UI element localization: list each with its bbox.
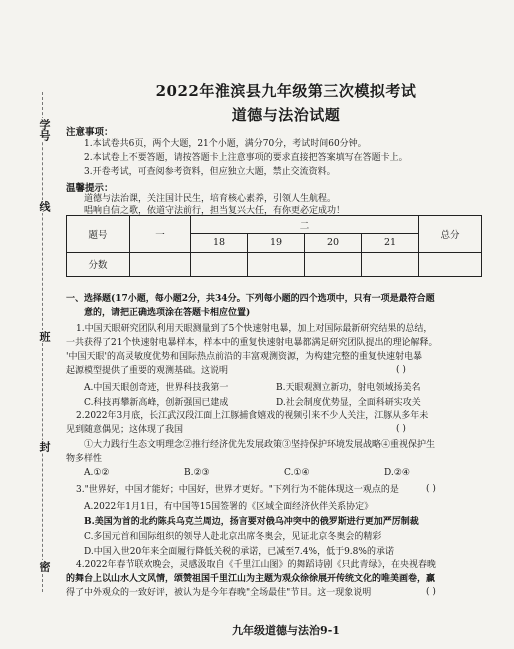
score-table-section-two: 二 [191, 216, 419, 234]
binding-label-class: 班 [32, 330, 52, 343]
score-table-score-label: 分数 [67, 252, 130, 276]
section-one-heading-cont: 意的，请把正确选项涂在答题卡相应位置) [84, 308, 251, 318]
score-cell[interactable] [130, 252, 191, 276]
question-1-option-c[interactable]: C.科技再攀新高峰，创新强国已建成 [84, 398, 229, 408]
question-1-option-d[interactable]: D.社会制度优势显，全面科研实攻关 [276, 398, 421, 408]
score-cell[interactable] [419, 252, 482, 276]
question-1-text: 起源模型提供了重要的观测基础。这说明 [66, 366, 229, 376]
question-1-text: '中国天眼'的高灵敏度优势和国际热点前沿的丰富观测资源，为构建完整的重复快速射电暴 [66, 352, 422, 362]
question-1-answer-paren: ( ) [396, 365, 406, 375]
question-3-option-a[interactable]: A.2022年1月1日，有中国等15国签署的《区域全面经济伙伴关系协定》 [84, 502, 374, 512]
score-table-subcol: 20 [305, 234, 362, 252]
question-1-option-b[interactable]: B.天眼观测立新功，射电领域扬美名 [276, 383, 421, 393]
score-table-total-label: 总分 [419, 216, 482, 253]
binding-label-line: 线 [32, 200, 52, 213]
question-4-text: 的舞台上以山水人文风情，颂赞祖国千里江山为主题为观众徐徐展开传统文化的唯美画卷，赢 [66, 574, 436, 584]
question-3-text: 3."世界好，中国才能好；中国好，世界才更好。"下列行为不能体现这一观点的是 [76, 485, 399, 495]
question-2-text: 见到随意偶见；这体现了我国 [66, 425, 184, 435]
score-table-subcol: 19 [248, 234, 305, 252]
exam-subject-title: 道德与法治试题 [231, 106, 341, 124]
question-3-answer-paren: ( ) [426, 484, 436, 494]
question-3-option-c[interactable]: C.多国元首和国际组织的领导人赴北京出席冬奥会，见证北京冬奥会的精彩 [84, 532, 382, 542]
score-cell[interactable] [362, 252, 419, 276]
question-2-option-c[interactable]: C.①④ [284, 468, 310, 478]
question-4-text: 得了中外观众的一致好评，被认为是今年春晚"全场最佳"节目。这一现象说明 [66, 588, 372, 598]
question-3-option-d[interactable]: D.中国入世20年来全面履行降低关税的承诺，已减至7.4%，低于9.8%的承诺 [84, 547, 394, 557]
exam-title: 2022年淮滨县九年级第三次模拟考试 [155, 82, 417, 100]
notice-item: 1.本试卷共6页，两个大题，21个小题，满分70分，考试时间60分钟。 [84, 139, 367, 149]
score-cell[interactable] [248, 252, 305, 276]
score-table-section-one: 一 [130, 216, 191, 253]
score-table-question-label: 题号 [67, 216, 130, 253]
notice-item: 3.开卷考试，可查阅参考资料，但应独立大题，禁止交流资料。 [84, 167, 336, 177]
question-4-answer-paren: ( ) [426, 587, 436, 597]
question-2-text: 2.2022年3月底，长江武汉段江面上江豚捕食嬉戏的视频引来不少人关注，江豚从多年未 [76, 411, 429, 421]
question-1-text: 一共获得了21个快速射电暴样本，样本中的重复快速射电暴都满足研究团队提出的理论解释。 [66, 338, 438, 348]
score-table-subcol: 21 [362, 234, 419, 252]
notice-heading: 注意事项： [66, 127, 114, 138]
page-footer: 九年级道德与法治9-1 [232, 624, 340, 637]
tips-heading: 温馨提示： [66, 183, 114, 194]
question-2-option-a[interactable]: A.①② [84, 468, 110, 478]
question-2-items: 物多样性 [66, 454, 103, 464]
score-table-subcol: 18 [191, 234, 248, 252]
tips-item: 道德与法治课，关注国计民生，培育核心素养，引领人生航程。 [84, 194, 337, 204]
question-2-answer-paren: ( ) [396, 424, 406, 434]
section-one-heading: 一、选择题(17小题，每小题2分，共34分。下列每小题的四个选项中，只有一项是最符合题 [66, 294, 435, 304]
question-1-text: 1.中国天眼研究团队利用天眼测量到了5个快速射电暴，加上对国际最新研究结果的总结， [76, 324, 433, 334]
binding-label-student-id: 学号 [32, 118, 52, 142]
score-cell[interactable] [305, 252, 362, 276]
notice-item: 2.本试卷上不要答题，请按答题卡上注意事项的要求直接把答案填写在答题卡上。 [84, 153, 408, 163]
question-2-option-d[interactable]: D.②④ [384, 468, 410, 478]
question-2-items: ①大力践行生态文明理念②推行经济优先发展政策③坚持保护环境发展战略④重视保护生 [84, 440, 436, 450]
question-2-option-b[interactable]: B.②③ [184, 468, 210, 478]
score-table [66, 215, 482, 277]
question-4-text: 4.2022年春节联欢晚会，灵感汲取自《千里江山图》的舞蹈诗剧《只此青绿》，在央视春晚 [76, 560, 436, 570]
tips-item: 唱响自信之歌，依道守法前行，担当复兴大任，有你更必定成功！ [84, 206, 346, 216]
binding-label-secret: 密 [32, 560, 52, 573]
question-3-option-b[interactable]: B.美国为首的北约陈兵乌克兰周边，扬言要对俄乌冲突中的俄罗斯进行更加严厉制裁 [84, 517, 419, 527]
score-cell[interactable] [191, 252, 248, 276]
question-1-option-a[interactable]: A.中国天眼创奇迹，世界科技我第一 [84, 383, 229, 393]
binding-label-seal: 封 [32, 440, 52, 453]
